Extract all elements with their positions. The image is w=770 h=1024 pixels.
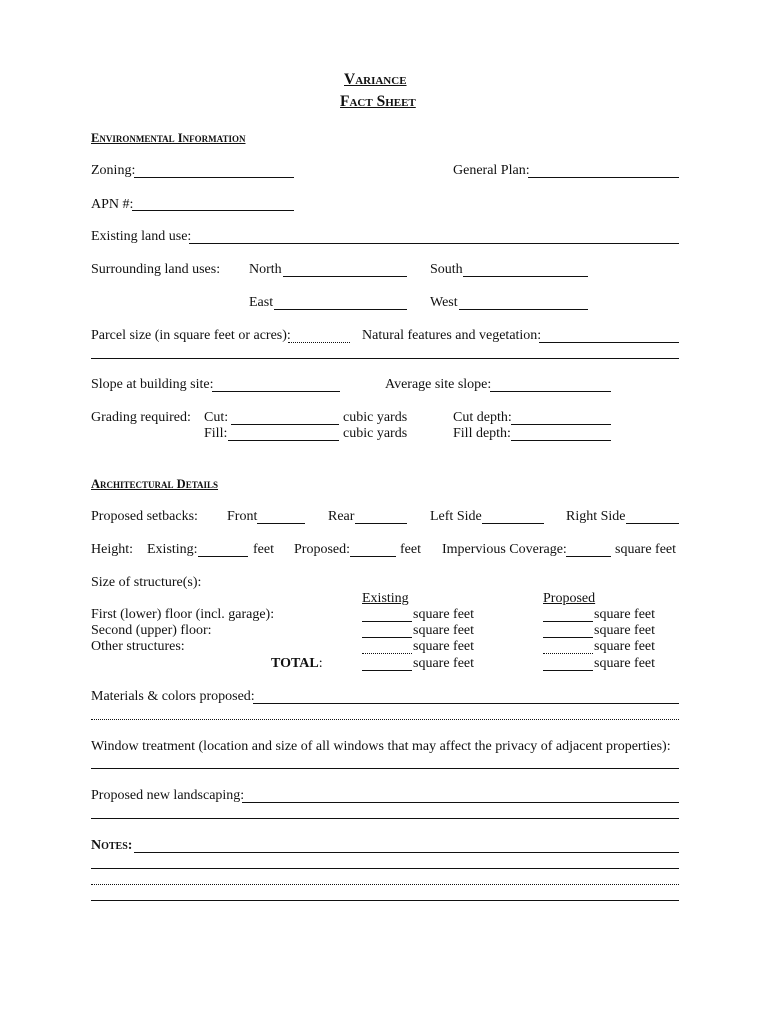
natural-features-label: Natural features and vegetation: <box>362 328 542 343</box>
fill-label: Fill: <box>204 426 228 441</box>
natural-features-continued-field[interactable] <box>91 358 679 359</box>
total-existing-field[interactable] <box>362 670 412 671</box>
impervious-coverage-label: Impervious Coverage: <box>442 542 567 557</box>
setbacks-label: Proposed setbacks: <box>91 509 198 524</box>
height-proposed-label: Proposed: <box>294 542 350 557</box>
second-floor-existing-field[interactable] <box>362 637 412 638</box>
size-of-structures-label: Size of structure(s): <box>91 575 202 590</box>
first-floor-existing-field[interactable] <box>362 621 412 622</box>
structure-row-label: Second (upper) floor: <box>91 623 212 638</box>
structure-row-label: First (lower) floor (incl. garage): <box>91 607 275 622</box>
north-field[interactable] <box>283 276 407 277</box>
landscaping-field[interactable] <box>242 802 679 803</box>
existing-column-header: Existing <box>362 591 409 606</box>
height-proposed-field[interactable] <box>350 556 396 557</box>
height-label: Height: <box>91 542 133 557</box>
total-proposed-field[interactable] <box>543 670 593 671</box>
second-floor-proposed-field[interactable] <box>543 637 593 638</box>
east-field[interactable] <box>274 309 407 310</box>
cut-depth-field[interactable] <box>511 424 611 425</box>
landscaping-label: Proposed new landscaping: <box>91 788 245 803</box>
south-field[interactable] <box>463 276 588 277</box>
general-plan-field[interactable] <box>528 177 679 178</box>
form-title-line1: Variance <box>344 71 407 88</box>
notes-line-3[interactable] <box>91 884 679 885</box>
north-label: North <box>249 262 282 277</box>
first-floor-proposed-field[interactable] <box>543 621 593 622</box>
landscaping-continued-field[interactable] <box>91 818 679 819</box>
second-floor-existing-unit: square feet <box>413 623 475 638</box>
average-slope-field[interactable] <box>490 391 611 392</box>
impervious-coverage-field[interactable] <box>566 556 611 557</box>
left-side-field[interactable] <box>482 523 544 524</box>
other-structures-proposed-unit: square feet <box>594 639 656 654</box>
total-existing-unit: square feet <box>413 656 475 671</box>
notes-line-4[interactable] <box>91 900 679 901</box>
window-treatment-label: Window treatment (location and size of all windows that may affect the privacy of adjacent properties): <box>91 739 671 754</box>
slope-field[interactable] <box>212 391 340 392</box>
height-existing-label: Existing: <box>147 542 198 557</box>
natural-features-field[interactable] <box>539 342 679 343</box>
west-field[interactable] <box>459 309 588 310</box>
total-label <box>271 656 323 672</box>
height-existing-field[interactable] <box>198 556 248 557</box>
other-structures-proposed-field[interactable] <box>543 653 593 654</box>
total-label-colon: : <box>318 656 323 671</box>
materials-label: Materials & colors proposed: <box>91 689 255 704</box>
zoning-field[interactable] <box>134 177 294 178</box>
west-label: West <box>430 295 458 310</box>
rear-field[interactable] <box>355 523 407 524</box>
first-floor-proposed-unit: square feet <box>594 607 656 622</box>
architectural-heading: Architectural Details <box>91 477 219 491</box>
parcel-size-field[interactable] <box>288 342 350 343</box>
cut-cubic-yards-label: cubic yards <box>343 410 408 425</box>
existing-land-use-label: Existing land use: <box>91 229 192 244</box>
environmental-heading: Environmental Information <box>91 131 246 145</box>
cut-label: Cut: <box>204 410 229 425</box>
cut-depth-label: Cut depth: <box>453 410 512 425</box>
front-label: Front <box>227 509 258 524</box>
notes-label: Notes: <box>91 838 133 853</box>
south-label: South <box>430 262 463 277</box>
total-proposed-unit: square feet <box>594 656 656 671</box>
structure-row-label: Other structures: <box>91 639 185 654</box>
notes-line-2[interactable] <box>91 868 679 869</box>
total-label-text: TOTAL <box>271 656 319 671</box>
second-floor-proposed-unit: square feet <box>594 623 656 638</box>
window-treatment-field[interactable] <box>91 768 679 769</box>
fill-depth-label: Fill depth: <box>453 426 511 441</box>
other-structures-existing-unit: square feet <box>413 639 475 654</box>
slope-label: Slope at building site: <box>91 377 214 392</box>
materials-continued-field[interactable] <box>91 719 679 720</box>
parcel-size-label: Parcel size (in square feet or acres): <box>91 328 291 343</box>
apn-label: APN #: <box>91 197 134 212</box>
proposed-column-header: Proposed <box>543 591 596 606</box>
front-field[interactable] <box>257 523 305 524</box>
surrounding-land-uses-label: Surrounding land uses: <box>91 262 221 277</box>
other-structures-existing-field[interactable] <box>362 653 412 654</box>
existing-land-use-field[interactable] <box>189 243 679 244</box>
east-label: East <box>249 295 274 310</box>
right-side-label: Right Side <box>566 509 626 524</box>
general-plan-label: General Plan: <box>453 163 530 178</box>
notes-field[interactable] <box>134 852 679 853</box>
fill-cubic-yards-label: cubic yards <box>343 426 408 441</box>
grading-label: Grading required: <box>91 410 191 425</box>
form-title-line2: Fact Sheet <box>340 93 416 110</box>
apn-field[interactable] <box>132 210 294 211</box>
cut-field[interactable] <box>231 424 339 425</box>
fill-depth-field[interactable] <box>511 440 611 441</box>
right-side-field[interactable] <box>626 523 679 524</box>
impervious-square-feet-label: square feet <box>615 542 677 557</box>
rear-label: Rear <box>328 509 355 524</box>
fill-field[interactable] <box>228 440 339 441</box>
zoning-label: Zoning: <box>91 163 136 178</box>
left-side-label: Left Side <box>430 509 482 524</box>
first-floor-existing-unit: square feet <box>413 607 475 622</box>
height-proposed-feet-label: feet <box>400 542 421 557</box>
height-existing-feet-label: feet <box>253 542 274 557</box>
materials-field[interactable] <box>253 703 679 704</box>
average-slope-label: Average site slope: <box>385 377 492 392</box>
